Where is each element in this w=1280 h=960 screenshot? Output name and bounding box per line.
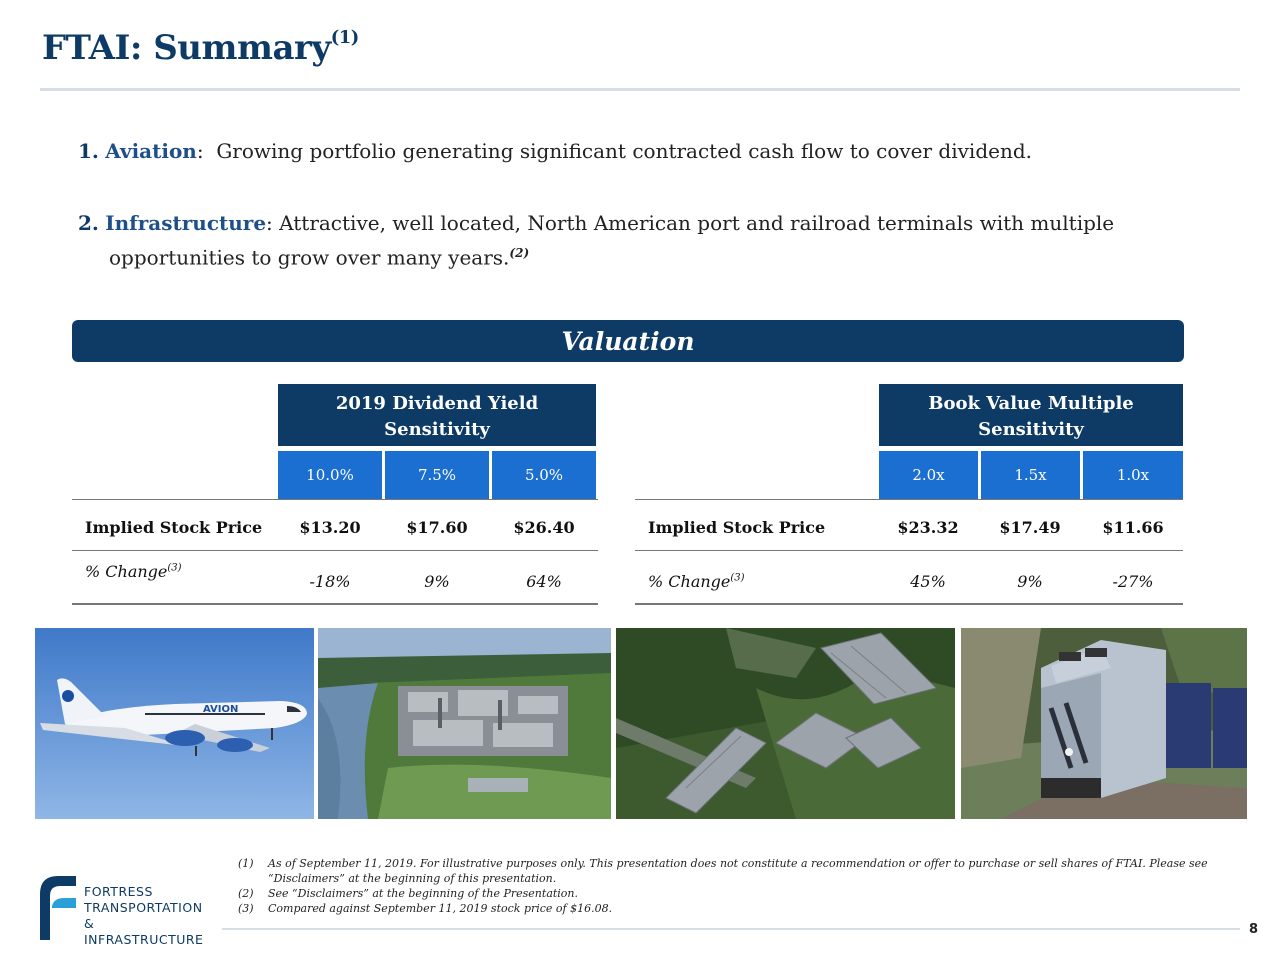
- dividend-col-1: 10.0%: [278, 451, 382, 499]
- table-divider: [635, 603, 1183, 605]
- title-divider: [40, 88, 1240, 91]
- left-row2-val2: 9%: [424, 572, 450, 591]
- right-row1-val1: $23.32: [897, 518, 959, 537]
- dividend-col-2: 7.5%: [385, 451, 489, 499]
- left-row2-val3: 64%: [526, 572, 562, 591]
- terminal-aerial-photo: [616, 628, 955, 819]
- left-row1-val3: $26.40: [513, 518, 575, 537]
- company-logo: [38, 872, 218, 947]
- book-col-3: 1.0x: [1083, 451, 1183, 499]
- left-row2-label: % Change$^{(3)}$: [85, 562, 182, 581]
- point-keyword: Infrastructure: [105, 211, 267, 235]
- table-divider: [72, 550, 598, 551]
- right-row1-val2: $17.49: [999, 518, 1061, 537]
- left-row1-val1: $13.20: [299, 518, 361, 537]
- footnote-item: (2) See “Disclaimers” at the beginning of the Presentation.: [238, 887, 579, 900]
- book-value-header: Book Value Multiple Sensitivity: [879, 384, 1183, 446]
- airplane-photo: [35, 628, 314, 819]
- valuation-header: Valuation: [72, 320, 1184, 362]
- table-divider: [635, 499, 1183, 500]
- right-row1-label: Implied Stock Price: [648, 518, 826, 537]
- point-keyword: Aviation: [105, 139, 197, 163]
- footer-divider: [222, 928, 1240, 930]
- footnote-item: (3) Compared against September 11, 2019 stock price of $16.08.: [238, 902, 613, 915]
- left-row1-label: Implied Stock Price: [85, 518, 263, 537]
- book-col-1: 2.0x: [879, 451, 978, 499]
- railroad-locomotive-photo: [961, 628, 1247, 819]
- dividend-col-3: 5.0%: [492, 451, 596, 499]
- right-row2-val2: 9%: [1017, 572, 1043, 591]
- right-row2-val3: -27%: [1112, 572, 1154, 591]
- logo-line: TRANSPORTATION: [84, 900, 203, 915]
- dividend-yield-header: 2019 Dividend Yield Sensitivity: [278, 384, 596, 446]
- left-row1-val2: $17.60: [406, 518, 468, 537]
- table-divider: [635, 550, 1183, 551]
- footnote-item: (1) As of September 11, 2019. For illustrative purposes only. This presentation does not constitute a recommendation or offer to purchase or sell shares of FTAI. Please see “Disclaimers” at the beginning of this presentation.: [238, 857, 1208, 885]
- left-row2-val1: -18%: [309, 572, 351, 591]
- airplane-livery-text: AVION: [203, 704, 239, 715]
- right-row1-val3: $11.66: [1102, 518, 1164, 537]
- table-divider: [72, 603, 598, 605]
- port-aerial-photo: [318, 628, 611, 819]
- table-divider: [72, 499, 598, 500]
- page-number: 8: [1248, 922, 1258, 937]
- logo-line: & INFRASTRUCTURE: [84, 916, 204, 947]
- title-footnote-ref: (1): [330, 26, 359, 48]
- logo-line: FORTRESS: [84, 884, 153, 899]
- page-title: FTAI: Summary$^{(1)}$: [42, 26, 359, 68]
- footnotes: [238, 856, 1238, 916]
- right-row2-val1: 45%: [910, 572, 946, 591]
- point-infrastructure: 2. Infrastructure: Attractive, well located, North American port and railroad terminals with multiple opportunities to grow over many years.$^{(2)}$: [78, 211, 1115, 270]
- point-aviation: 1. Aviation: Growing portfolio generating significant contracted cash flow to cover dividend.: [78, 139, 1032, 163]
- right-row2-label: % Change$^{(3)}$: [648, 572, 745, 591]
- book-col-2: 1.5x: [981, 451, 1080, 499]
- fortress-logo-icon: [38, 872, 78, 940]
